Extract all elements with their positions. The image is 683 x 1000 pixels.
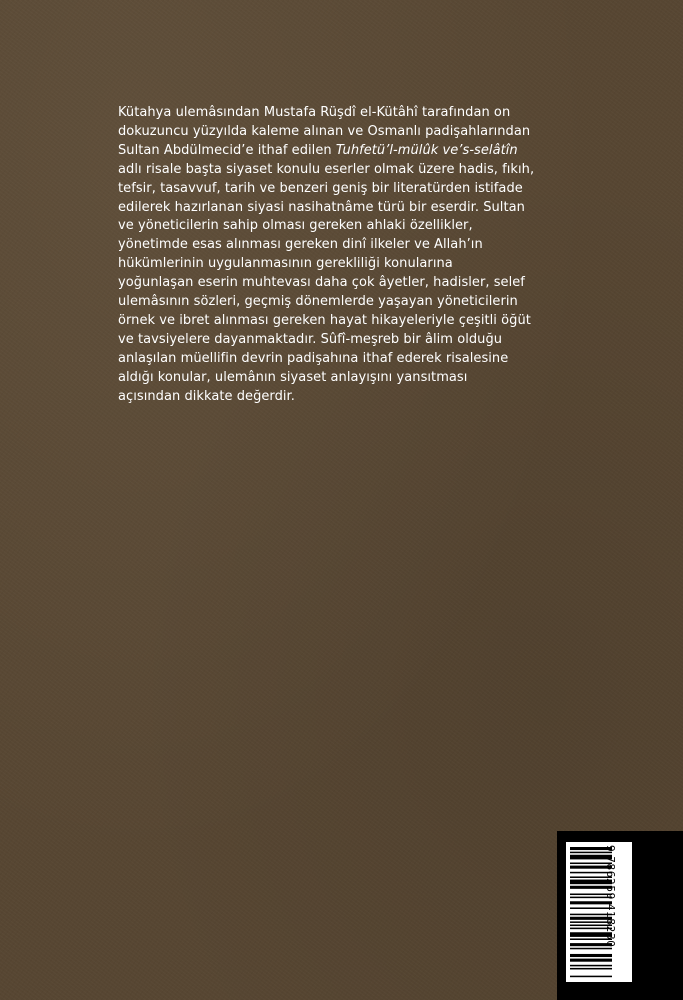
blurb-line: aldığı konular, ulemânın siyaset anlayışını yansıtması	[118, 369, 468, 385]
book-title: Tuhfetü’l-mülûk ve’s-selâtîn	[335, 142, 518, 158]
blurb-line: örnek ve ibret alınması gereken hayat hikayeleriyle çeşitli öğüt	[118, 312, 531, 328]
blurb-line: açısından dikkate değerdir.	[118, 388, 295, 404]
blurb-line: ve yöneticilerin sahip olması gereken ahlaki özellikler,	[118, 218, 473, 234]
blurb-line: yönetimde esas alınması gereken dinî ilkeler ve Allah’ın	[118, 237, 483, 253]
blurb-line: ulemâsının sözleri, geçmiş dönemlerde yaşayan yöneticilerin	[118, 294, 518, 310]
blurb-line: edilerek hazırlanan siyasi nasihatnâme türü bir eserdir. Sultan	[118, 199, 525, 215]
blurb-line: hükümlerinin uygulanmasının gerekliliği konularına	[118, 256, 453, 272]
blurb-line: yoğunlaşan eserin muhtevası daha çok âyetler, hadisler, selef	[118, 275, 525, 291]
blurb-line: ve tavsiyelere dayanmaktadır. Sûfî-meşreb bir âlim olduğu	[118, 331, 503, 347]
blurb-line: Kütahya ulemâsından Mustafa Rüşdî el-Kütâhî tarafından on	[118, 105, 511, 120]
barcode-box	[566, 842, 632, 982]
blurb-line: anlaşılan müellifin devrin padişahına ithaf ederek risalesine	[118, 350, 509, 366]
back-cover-blurb	[118, 104, 558, 407]
blurb-line: tefsir, tasavvuf, tarih ve benzeri geniş bir literatürden istifade	[118, 180, 523, 196]
blurb-line: Sultan Abdülmecid’e ithaf edilen	[118, 142, 332, 158]
isbn-barcode-icon	[566, 842, 632, 982]
isbn-digits: 9 786259 418230	[604, 845, 616, 948]
blurb-line: dokuzuncu yüzyılda kaleme alınan ve Osmanlı padişahlarından	[118, 123, 531, 139]
blurb-line: adlı risale başta siyaset konulu eserler olmak üzere hadis, fıkıh,	[118, 161, 535, 177]
blurb-line-with-title	[118, 142, 558, 161]
